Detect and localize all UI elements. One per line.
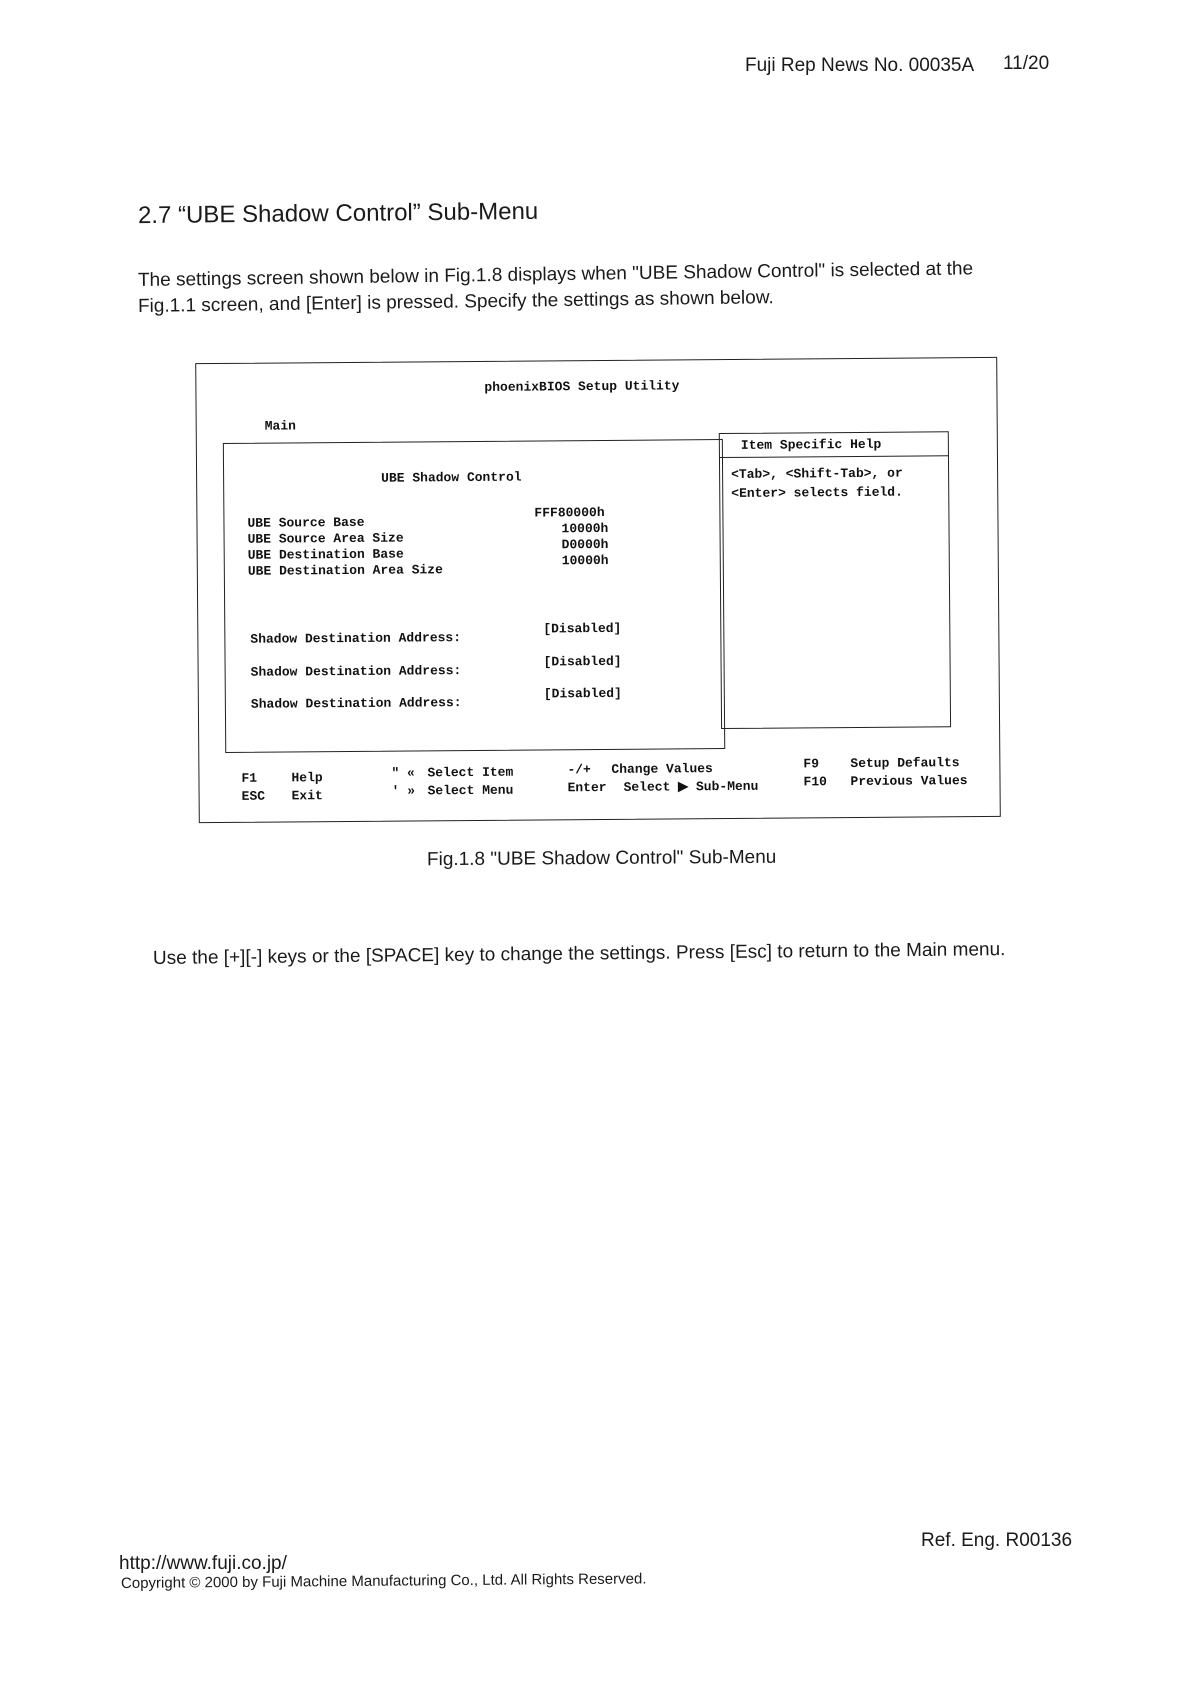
help-line-1: <Tab>, <Shift-Tab>, or: [731, 465, 903, 482]
submenu-title: UBE Shadow Control: [381, 469, 522, 486]
info-label: UBE Destination Area Size: [247, 562, 443, 579]
key-minusplus: -/+: [567, 762, 591, 778]
key-minusplus-label: Change Values: [611, 761, 713, 777]
key-leftright: ' »: [391, 783, 416, 799]
instruction-text: Use the [+][-] keys or the [SPACE] key to change the settings. Press [Esc] to return to the Main menu.: [152, 939, 1006, 969]
section-title: 2.7 “UBE Shadow Control” Sub-Menu: [137, 197, 539, 230]
footer-ref: Ref. Eng. R00136: [921, 1530, 1073, 1551]
intro-line-2: Fig.1.1 screen, and [Enter] is pressed. Specify the settings as shown below.: [137, 287, 774, 317]
key-f10: F10: [803, 774, 827, 790]
key-updown: " «: [391, 765, 415, 781]
key-esc: ESC: [241, 788, 266, 804]
key-leftright-label: Select Menu: [427, 782, 514, 799]
figure-caption: Fig.1.8 "UBE Shadow Control" Sub-Menu: [426, 846, 777, 871]
menu-main[interactable]: Main: [264, 418, 296, 434]
setting-label: Shadow Destination Address:: [250, 663, 462, 680]
info-label: UBE Source Base: [247, 514, 365, 531]
info-label: UBE Destination Base: [247, 546, 404, 563]
key-updown-label: Select Item: [427, 764, 514, 781]
help-line-2: <Enter> selects field.: [731, 484, 903, 501]
key-f10-label: Previous Values: [850, 773, 968, 790]
header-publication: Fuji Rep News No. 00035A: [745, 55, 975, 76]
setting-value[interactable]: [Disabled]: [543, 685, 622, 702]
setting-value[interactable]: [Disabled]: [543, 653, 622, 670]
key-f1-label: Help: [291, 770, 323, 786]
setting-label: Shadow Destination Address:: [250, 630, 462, 647]
info-value: 10000h: [561, 552, 609, 569]
help-title: Item Specific Help: [740, 436, 882, 453]
key-esc-label: Exit: [291, 788, 323, 804]
intro-line-1: The settings screen shown below in Fig.1.8 displays when "UBE Shadow Control" is selected at the: [137, 258, 974, 291]
footer-copyright: Copyright © 2000 by Fuji Machine Manufacturing Co., Ltd. All Rights Reserved.: [120, 1570, 647, 1592]
setting-value[interactable]: [Disabled]: [543, 620, 622, 637]
header-page-number: 11/20: [1003, 53, 1050, 74]
key-f1: F1: [241, 770, 258, 786]
info-value: FFF80000h: [534, 504, 605, 521]
key-enter-label: Select ▶ Sub-Menu: [623, 778, 759, 795]
footer-url[interactable]: http://www.fuji.co.jp/: [119, 1553, 287, 1574]
info-label: UBE Source Area Size: [247, 530, 404, 547]
setting-label: Shadow Destination Address:: [250, 695, 462, 712]
key-f9-label: Setup Defaults: [850, 755, 960, 772]
info-value: 10000h: [561, 520, 609, 537]
info-value: D0000h: [561, 536, 609, 553]
bios-title: phoenixBIOS Setup Utility: [484, 378, 680, 395]
key-enter: Enter: [567, 779, 607, 796]
key-f9: F9: [803, 756, 820, 772]
